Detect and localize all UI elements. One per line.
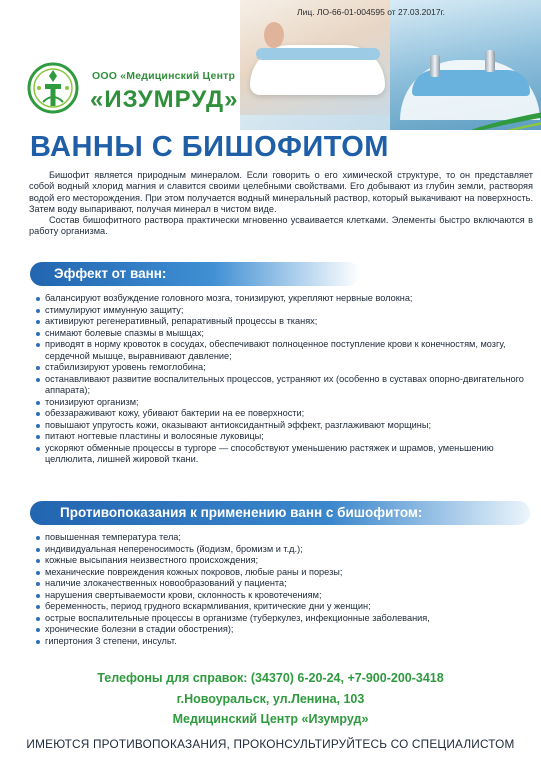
list-item: снимают болевые спазмы в мышцах; [36,328,533,340]
list-item: повышенная температура тела; [36,532,533,544]
list-item: тонизируют организм; [36,397,533,409]
list-item: хронические болезни в стадии обострения); [36,624,533,636]
list-item: останавливают развитие воспалительных процессов, устраняют их (особенно в суставах опорно-двигательного аппарата); [36,374,533,397]
list-item: кожные высыпания неизвестного происхождения; [36,555,533,567]
list-item: индивидуальная непереносимость (йодизм, бромизм и т.д.); [36,544,533,556]
intro-paragraph: Состав бишофитного раствора практически мгновенно усваивается клетками. Элементы быстро включаются в работу организма. [29,215,533,237]
list-item: нарушения свертываемости крови, склонность к кровотечениям; [36,590,533,602]
list-item: беременность, период грудного вскармливания, критические дни у женщин; [36,601,533,613]
list-item: активируют регенеративный, репаративный процессы в тканях; [36,316,533,328]
header-photos [240,0,541,130]
bather-head [264,22,284,48]
logo-brand-name: «ИЗУМРУД» [90,86,239,113]
intro-paragraph: Бишофит является природным минералом. Если говорить о его химической структуре, то он представляет собой водный хлорид магния и славится своими целебными свойствами. Его добывают из глубин земли, растворяя водой его месторождения. При этом получается водный минеральный раствор, который выкачивают на поверхность. Затем воду выпаривают, получая минерал в чистом виде. [29,170,533,214]
list-item: обеззараживают кожу, убивают бактерии на ее поверхности; [36,408,533,420]
intro-text [29,170,533,238]
contraindications-list [36,532,533,647]
license-number: Лиц. ЛО-66-01-004595 от 27.03.2017г. [297,7,445,17]
faucet-icon [430,55,440,77]
list-item: наличие злокачественных новообразований у пациента; [36,578,533,590]
effects-list [36,293,533,466]
medical-center-logo-icon [27,62,79,114]
center-name: Медицинский Центр «Изумруд» [172,712,369,726]
list-item: приводят в норму кровоток в сосудах, обеспечивают полноценное поступление крови к конечностям, мозгу, сердечной мышце, выравнивают давление; [36,339,533,362]
list-item: гипертония 3 степени, инсульт. [36,636,533,648]
page-title: ВАННЫ С БИШОФИТОМ [30,131,389,163]
effects-heading: Эффект от ванн: [30,262,360,286]
contraindications-heading: Противопоказания к применению ванн с бишофитом: [30,501,530,525]
photo-woman-in-bath [240,0,390,115]
list-item: повышают упругость кожи, оказывают антиоксидантный эффект, разглаживают морщины; [36,420,533,432]
list-item: стимулируют иммунную защиту; [36,305,533,317]
bath-water [256,48,380,60]
list-item: балансируют возбуждение головного мозга, тонизируют, укрепляют нервные волокна; [36,293,533,305]
photo-jacuzzi [390,0,541,130]
logo-company-line: ООО «Медицинский Центр [92,70,236,82]
contact-phones: Телефоны для справок: (34370) 6-20-24, +7-900-200-3418 [97,671,444,685]
list-item: острые воспалительные процессы в организме (туберкулез, инфекционные заболевания, [36,613,533,625]
contraindication-warning: ИМЕЮТСЯ ПРОТИВОПОКАЗАНИЯ, ПРОКОНСУЛЬТИРУЙТЕСЬ СО СПЕЦИАЛИСТОМ [26,737,515,751]
list-item: стабилизируют уровень гемоглобина; [36,362,533,374]
list-item: механические повреждения кожных покровов, любые раны и порезы; [36,567,533,579]
address: г.Новоуральск, ул.Ленина, 103 [176,692,365,706]
list-item: питают ногтевые пластины и волосяные луковицы; [36,431,533,443]
faucet-icon [485,50,495,72]
list-item: ускоряют обменные процессы в тургоре — способствуют уменьшению растяжек и шрамов, уменьшению целлюлита, лишней жировой ткани. [36,443,533,466]
